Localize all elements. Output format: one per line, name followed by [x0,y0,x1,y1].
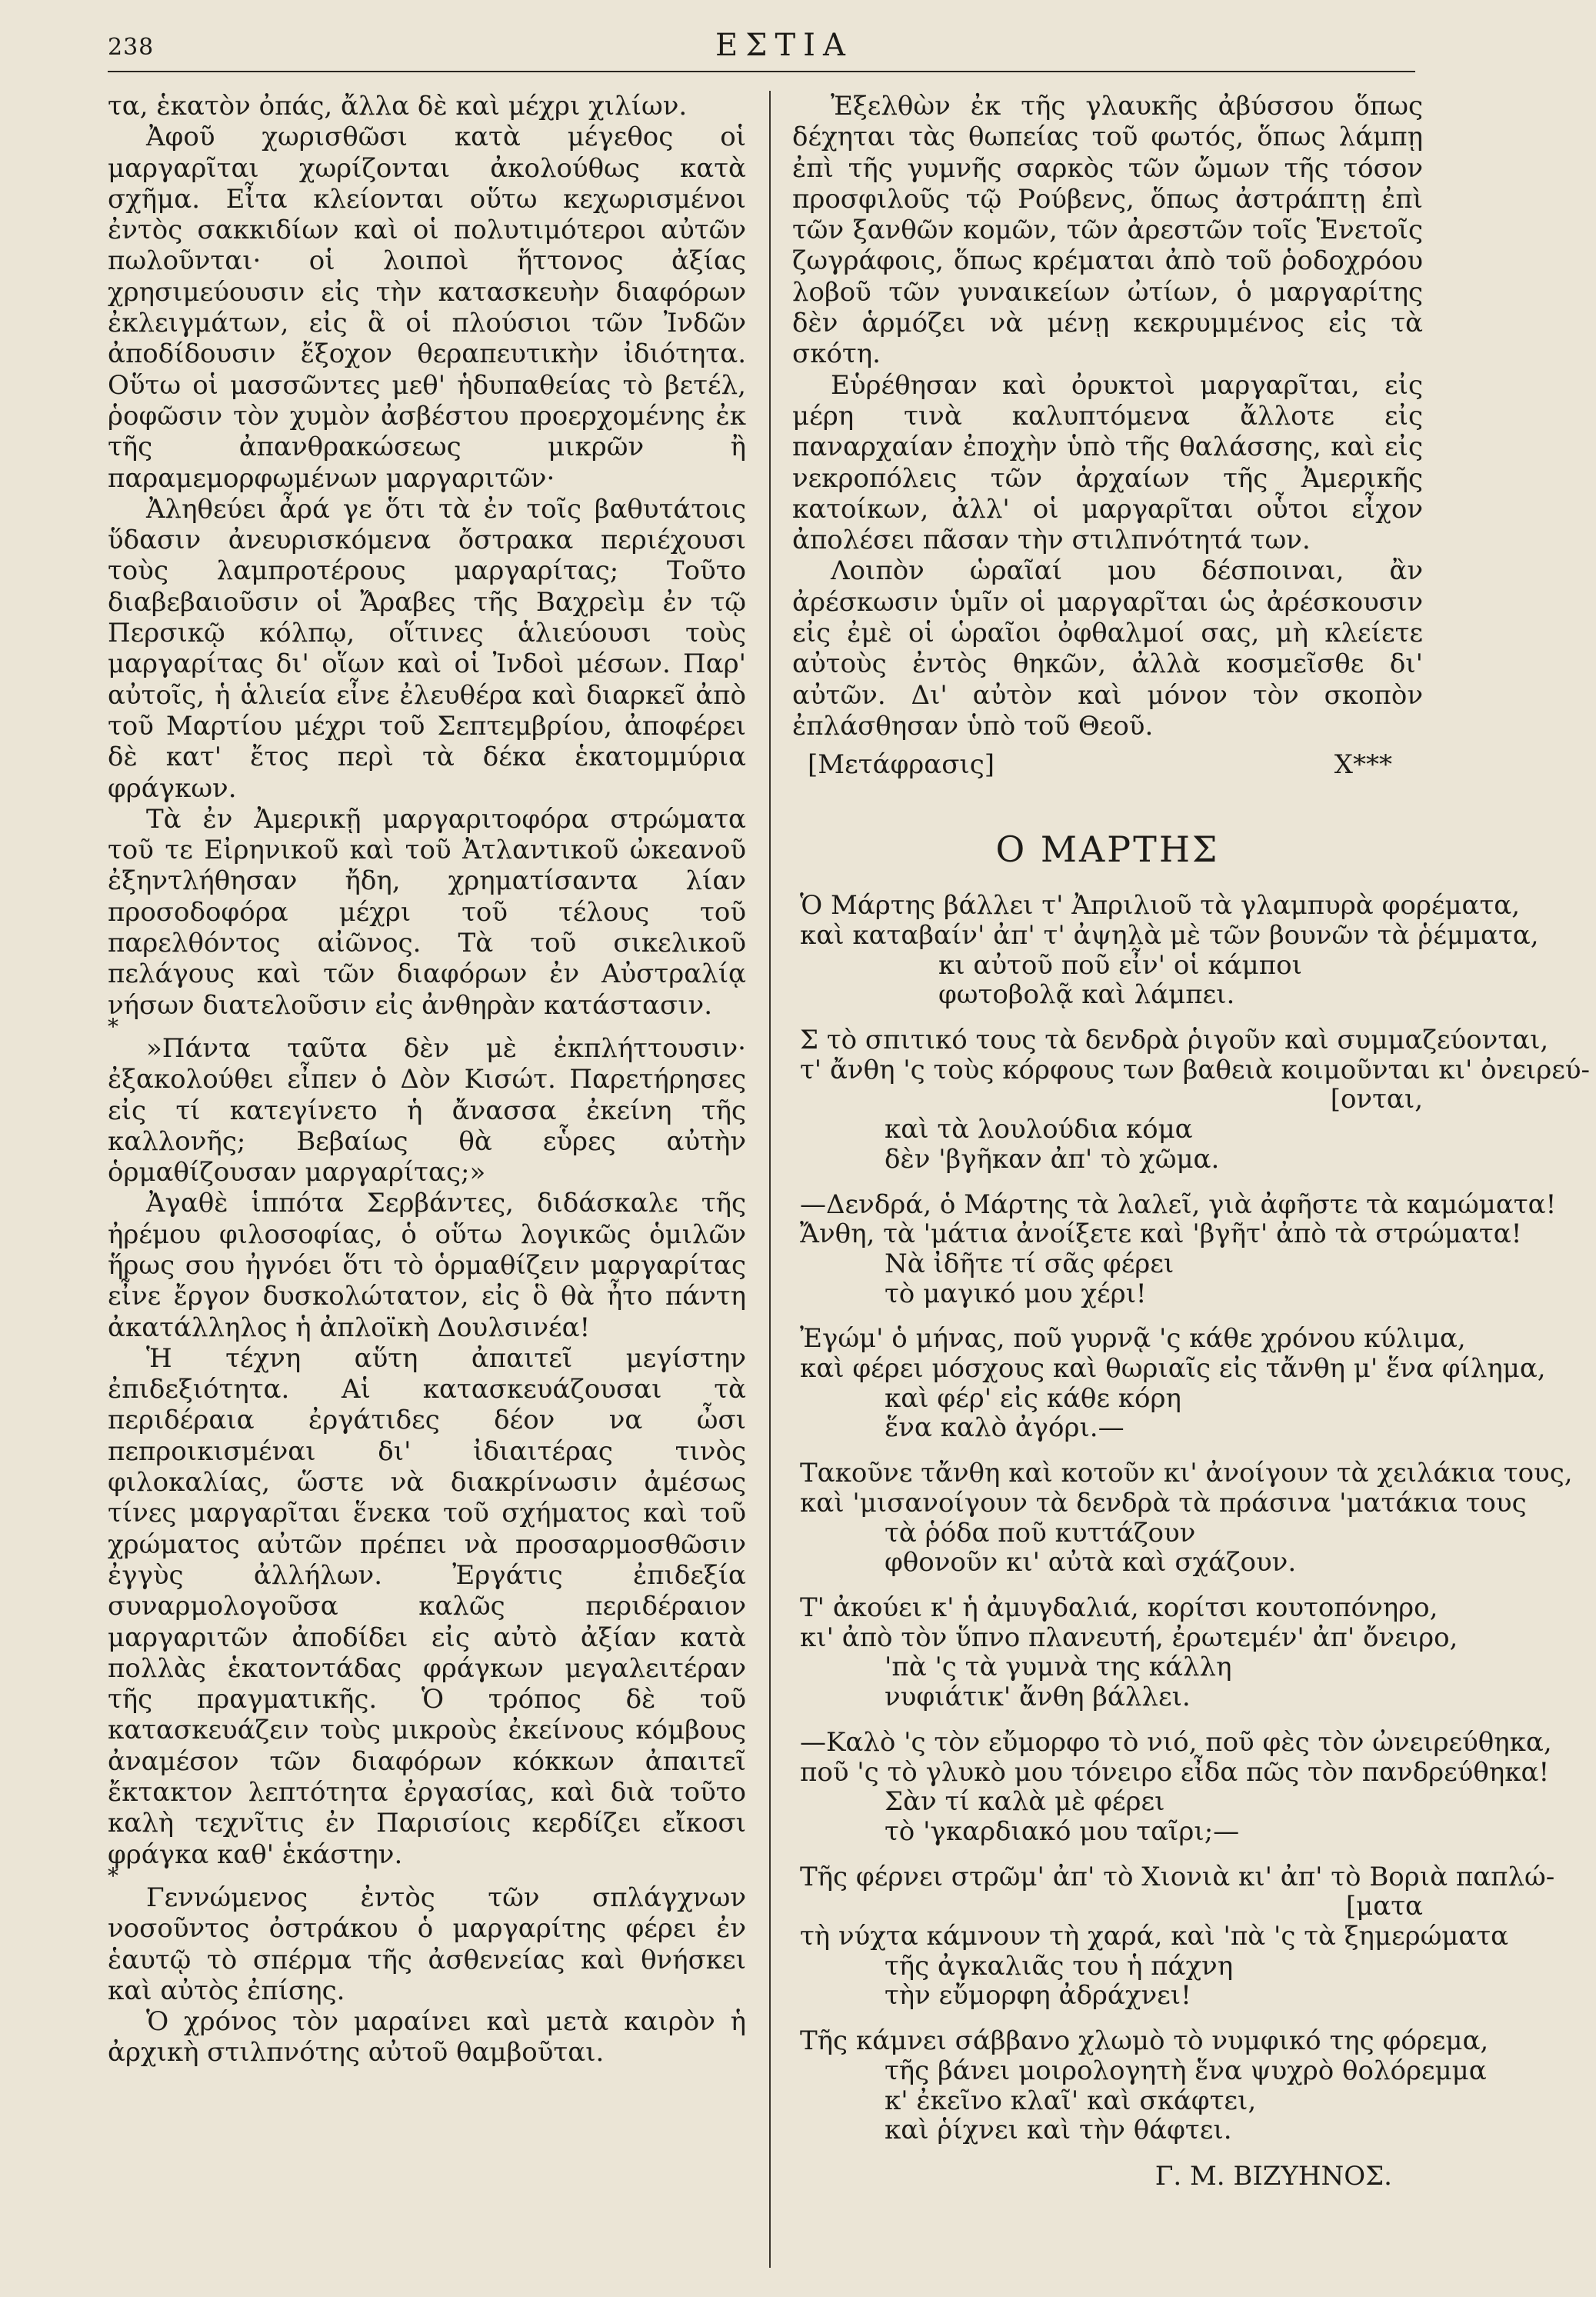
verse-line: Τῆς κάμνει σάββανο χλωμὸ τὸ νυμφικό της φόρεμα, [800,2025,1489,2057]
verse-line: κι αὐτοῦ ποῦ εἶν' οἱ κάμποι [938,949,1302,981]
verse-line: καὶ ῥίχνει καὶ τὴν θάφτει. [885,2115,1232,2146]
header-rule [108,71,1415,72]
verse-line: τῆς βάνει μοιρολογητὴ ἕνα ψυχρὸ θολόρεμμα [885,2055,1487,2086]
paragraph: Ἀληθεύει ἆρά γε ὅτι τὰ ἐν τοῖς βαθυτάτοις ὕδασιν ἀνευρισκόμενα ὄστρακα περιέχουσι τοὺς λαμπροτέρους μαργαρίτας; Τοῦτο διαβεβαιοῦσιν οἱ Ἄραβες τῆς Βαχρεὶμ ἐν τῷ Περσικῷ κόλπῳ, οἵτινες ἁλιεύουσι τοὺς μαργαρίτας δι' οἵων καὶ οἱ Ἰνδοὶ μέσων. Παρ' αὐτοῖς, ἡ ἁλιεία εἶνε ἐλευθέρα καὶ διαρκεῖ ἀπὸ τοῦ Μαρτίου μέχρι τοῦ Σεπτεμβρίου, ἀποφέρει δὲ κατ' ἔτος περὶ τὰ δέκα ἑκατομμύρια φράγκων. [108,493,746,804]
section-asterisk: * [108,1862,118,1889]
verse-line: Ἄνθη, τὰ 'μάτια ἀνοίξετε καὶ 'βγῆτ' ἀπὸ τὰ στρώματα! [800,1219,1522,1250]
verse-line: 'πὰ 'ς τὰ γυμνὰ της κάλλη [885,1652,1232,1683]
verse-line: καὶ φέρει μόσχους καὶ θωριαῖς εἰς τἄνθη μ' ἕνα φίλημα, [800,1353,1546,1385]
verse-line: κ' ἐκεῖνο κλαῖ' καὶ σκάφτει, [885,2085,1257,2116]
poem-stanza [792,890,1539,1011]
translation-attribution [792,746,1423,785]
translator-initials: Χ*** [1334,749,1392,781]
verse-line: Τῆς φέρνει στρῶμ' ἀπ' τὸ Χιονιὰ κι' ἀπ' τὸ Βοριὰ παπλώ- [800,1861,1555,1892]
verse-line: ἕνα καλὸ ἀγόρι.— [885,1412,1125,1444]
poem-title: Ο ΜΑΡΤΗΣ [995,828,1220,871]
paragraph: Εὑρέθησαν καὶ ὀρυκτοὶ μαργαρῖται, εἰς μέρη τινὰ καλυπτόμενα ἄλλοτε εἰς παναρχαίαν ἐποχὴν ὑπὸ τῆς θαλάσσης, καὶ εἰς νεκροπόλεις τῶν ἀρχαίων τῆς Ἀμερικῆς κατοίκων, ἀλλ' οἱ μαργαρῖται οὗτοι εἶχον ἀπολέσει πᾶσαν τὴν στιλπνότητά των. [792,369,1423,556]
verse-line: Ἐγώμ' ὁ μήνας, ποῦ γυρνᾷ 'ς κάθε χρόνου κύλιμα, [800,1323,1466,1355]
verse-line: τὸ 'γκαρδιακό μου ταῖρι;— [885,1815,1240,1847]
paragraph: τα, ἑκατὸν ὀπάς, ἄλλα δὲ καὶ μέχρι χιλίων. [108,91,688,122]
poem-stanza [792,1592,1458,1713]
verse-line: καὶ 'μισανοίγουν τὰ δενδρὰ τὰ πράσινα 'ματάκια τους [800,1487,1527,1519]
poem-stanza [792,1861,1555,2012]
paragraph: Ὁ χρόνος τὸν μαραίνει καὶ μετὰ καιρὸν ἡ ἀρχικὴ στιλπνότης αὐτοῦ θαμβοῦται. [108,2006,746,2069]
verse-line: Τακοῦνε τἄνθη καὶ κοτοῦν κι' ἀνοίγουν τὰ χειλάκια τους, [800,1458,1573,1489]
verse-line: φθονοῦν κι' αὐτὰ καὶ σχάζουν. [885,1547,1297,1579]
verse-line: καὶ φέρ' εἰς κάθε κόρη [885,1382,1181,1414]
paragraph: Ἐξελθὼν ἐκ τῆς γλαυκῆς ἀβύσσου ὅπως δέχηται τὰς θωπείας τοῦ φωτός, ὅπως λάμπῃ ἐπὶ τῆς γυμνῆς σαρκὸς τῶν ὤμων τῆς τόσον προσφιλοῦς τῷ Ρούβενς, ὅπως ἀστράπτῃ ἐπὶ τῶν ξανθῶν κομῶν, τῶν ἀρεστῶν τοῖς Ἑνετοῖς ζωγράφοις, ὅπως κρέμαται ἀπὸ τοῦ ῥοδοχρόου λοβοῦ τῶν γυναικείων ὠτίων, ὁ μαργαρίτης δὲν ἁρμόζει νὰ μένῃ κεκρυμμένος εἰς τὰ σκότη. [792,91,1423,370]
translation-note: [Μετάφρασις] [808,749,995,781]
verse-line: φωτοβολᾷ καὶ λάμπει. [938,979,1235,1011]
verse-line: τῆς ἀγκαλιᾶς του ἡ πάχνη [885,1950,1234,1982]
verse-line: νυφιάτικ' ἄνθη βάλλει. [885,1682,1191,1713]
verse-line: —Καλὸ 'ς τὸν εὔμορφο τὸ νιό, ποῦ φὲς τὸν ὠνειρεύθηκα, [800,1726,1552,1758]
paragraph: Ἡ τέχνη αὕτη ἀπαιτεῖ μεγίστην ἐπιδεξιότητα. Αἱ κατασκευάζουσαι τὰ περιδέραια ἐργάτιδες δέον να ὦσι πεπροικισμέναι δι' ἰδιαιτέρας τινὸς φιλοκαλίας, ὥστε νὰ διακρίνωσιν ἀμέσως τίνες μαργαρῖται ἕνεκα τοῦ σχήματος καὶ τοῦ χρώματος αὐτῶν πρέπει νὰ προσαρμοσθῶσιν ἐγγὺς ἀλλήλων. Ἐργάτις ἐπιδεξία συναρμολογοῦσα καλῶς περιδέραιον μαργαριτῶν ἀποδίδει εἰς αὐτὸ ἀξίαν κατὰ πολλὰς ἑκατοντάδας φράγκων μεγαλειτέραν τῆς πραγματικῆς. Ὁ τρόπος δὲ τοῦ κατασκευάζειν τοὺς μικροὺς ἐκείνους κόμβους ἀναμέσον τῶν διαφόρων κόκκων ἀπαιτεῖ ἔκτακτον λεπτότητα ἐργασίας, καὶ διὰ τοῦτο καλὴ τεχνῖτις ἐν Παρισίοις κερδίζει εἴκοσι φράγκα καθ' ἑκάστην. [108,1342,746,1870]
poem-stanza [792,1025,1590,1175]
verse-line: καὶ τὰ λουλούδια κόμα [885,1114,1193,1145]
verse-line: Τ' ἀκούει κ' ἡ ἀμυγδαλιά, κορίτσι κουτοπόνηρο, [800,1592,1438,1623]
verse-line: τὰ ῥόδα ποῦ κυττάζουν [885,1517,1196,1549]
verse-line: τὴν εὔμορφη ἀδράχνει! [885,1980,1191,2012]
paragraph: Τὰ ἐν Ἀμερικῇ μαργαριτοφόρα στρώματα τοῦ τε Εἰρηνικοῦ καὶ τοῦ Ἀτλαντικοῦ ὠκεανοῦ ἐξηντλήθησαν ἤδη, χρηματίσαντα λίαν προσοδοφόρα μέχρι τοῦ τέλους τοῦ παρελθόντος αἰῶνος. Τὰ τοῦ σικελικοῦ πελάγους καὶ τῶν διαφόρων ἐν Αὐστραλίᾳ νήσων διατελοῦσιν εἰς ἀνθηρὰν κατάστασιν. [108,803,746,1021]
poem-stanza [792,1189,1557,1309]
verse-line: Σ τὸ σπιτικό τους τὰ δενδρὰ ῥιγοῦν καὶ συμμαζεύονται, [800,1025,1549,1056]
verse-line: τ' ἄνθη 'ς τοὺς κόρφους των βαθειὰ κοιμοῦνται κι' ὀνειρεύ- [800,1054,1590,1085]
paragraph: Γεννώμενος ἐντὸς τῶν σπλάγχνων νοσοῦντος ὀστράκου ὁ μαργαρίτης φέρει ἐν ἑαυτῷ τὸ σπέρμα τῆς ἀσθενείας καὶ θνήσκει καὶ αὐτὸς ἐπίσης. [108,1882,746,2006]
page-number: 238 [108,34,155,61]
paragraph: Λοιπὸν ὡραῖαί μου δέσποιναι, ἂν ἀρέσκωσιν ὑμῖν οἱ μαργαρῖται ὡς ἀρέσκουσιν εἰς ἐμὲ οἱ ὡραῖοι ὀφθαλμοί σας, μὴ κλείετε αὐτοὺς ἐντὸς θηκῶν, ἀλλὰ κοσμεῖσθε δι' αὐτῶν. Δι' αὐτὸν καὶ μόνον τὸν σκοπὸν ἐπλάσθησαν ὑπὸ τοῦ Θεοῦ. [792,555,1423,742]
verse-line: κι' ἀπὸ τὸν ὕπνο πλανευτή, ἐρωτεμέν' ἀπ' ὄνειρο, [800,1622,1458,1653]
right-column [792,91,1590,2192]
right-prose [792,91,1423,742]
verse-line: [ματα [1345,1891,1423,1922]
left-column [108,91,746,2069]
poem-stanza [792,2025,1489,2146]
poem-signature: Γ. Μ. ΒΙΖΥΗΝΟΣ. [1155,2160,1392,2192]
verse-line: Νὰ ἰδῆτε τί σᾶς φέρει [885,1248,1175,1279]
verse-line: ποῦ 'ς τὸ γλυκὸ μου τόνειρο εἶδα πῶς τὸν πανδρεύθηκα! [800,1756,1550,1788]
paragraph: »Πάντα ταῦτα δὲν μὲ ἐκπλήττουσιν· ἐξακολούθει εἶπεν ὁ Δὸν Κισώτ. Παρετήρησες εἰς τί κατεγίνετο ἡ ἄνασσα ἐκείνη τῆς καλλονῆς; Βεβαίως θὰ εὗρες αὐτὴν ὁρμαθίζουσαν μαργαρίτας;» [108,1032,746,1189]
section-asterisk: * [108,1013,118,1039]
verse-line: τὴ νύχτα κάμνουν τὴ χαρά, καὶ 'πὰ 'ς τὰ ξημερώματα [800,1921,1509,1952]
paragraph: Ἀγαθὲ ἱππότα Σερβάντες, διδάσκαλε τῆς ἠρέμου φιλοσοφίας, ὁ οὕτω λογικῶς ὁμιλῶν ἥρως σου ἠγνόει ὅτι τὸ ὁρμαθίζειν μαργαρίτας εἶνε ἔργον δυσκολώτατον, εἰς ὃ θὰ ἦτο πάντη ἀκατάλληλος ἡ ἀπλοϊκὴ Δουλσινέα! [108,1188,746,1343]
poem-stanza [792,1323,1546,1444]
poem-stanza [792,1726,1552,1847]
verse-line: [ονται, [1330,1084,1423,1115]
verse-line: δὲν 'βγῆκαν ἀπ' τὸ χῶμα. [885,1143,1220,1175]
poem-stanza [792,1458,1573,1579]
poem [792,890,1590,2146]
verse-line: τὸ μαγικό μου χέρι! [885,1278,1147,1309]
verse-line: καὶ καταβαίν' ἀπ' τ' ἀψηλὰ μὲ τῶν βουνῶν τὰ ῥέμματα, [800,919,1539,951]
verse-line: —Δενδρά, ὁ Μάρτης τὰ λαλεῖ, γιὰ ἀφῆστε τὰ καμώματα! [800,1189,1557,1220]
journal-title: ΕΣΤΙΑ [715,28,853,63]
paragraph: Ἀφοῦ χωρισθῶσι κατὰ μέγεθος οἱ μαργαρῖται χωρίζονται ἀκολούθως κατὰ σχῆμα. Εἶτα κλείονται οὕτω κεχωρισμένοι ἐντὸς σακκιδίων καὶ οἱ πολυτιμότεροι αὐτῶν πωλοῦνται· οἱ λοιποὶ ἥττονος ἀξίας χρησιμεύουσιν εἰς τὴν κατασκευὴν διαφόρων ἐκλειγμάτων, εἰς ἃ οἱ πλούσιοι τῶν Ἰνδῶν ἀποδίδουσιν ἔξοχον θεραπευτικὴν ἰδιότητα. Οὕτω οἱ μασσῶντες μεθ' ἡδυπαθείας τὸ βετέλ, ῥοφῶσιν τὸν χυμὸν ἀσβέστου προερχομένης ἐκ τῆς ἀπανθρακώσεως μικρῶν ἢ παραμεμορφωμένων μαργαριτῶν· [108,122,746,494]
column-divider [769,91,771,2268]
verse-line: Ὁ Μάρτης βάλλει τ' Ἀπριλιοῦ τὰ γλαμπυρὰ φορέματα, [800,890,1521,922]
page-header [108,23,1415,69]
verse-line: Σὰν τί καλὰ μὲ φέρει [885,1786,1165,1818]
